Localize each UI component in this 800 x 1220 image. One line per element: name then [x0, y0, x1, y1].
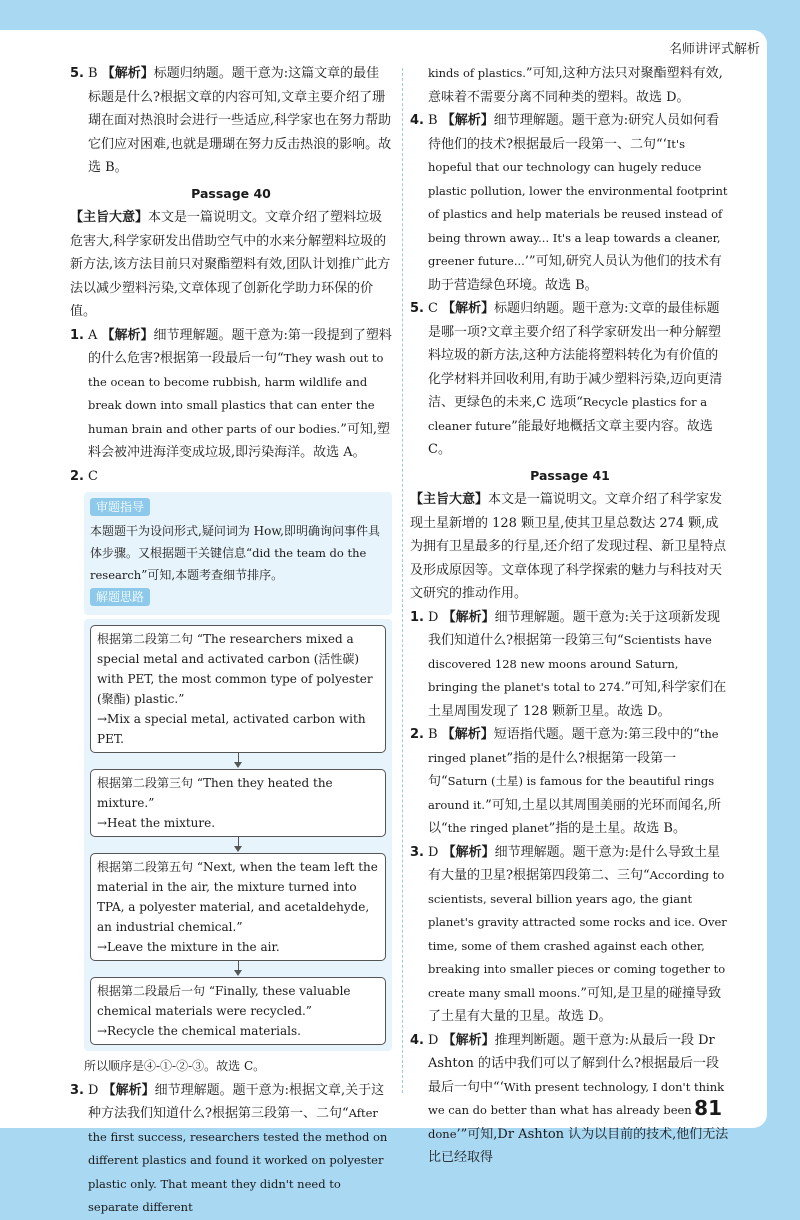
step-source: 根据第二段第三句: [97, 776, 194, 790]
analysis-tag: 【解析】: [102, 1082, 155, 1098]
analysis-text: 细节理解题。题干意为:关于这项新发现我们知道什么?根据第一段第三句“: [428, 609, 720, 648]
analysis-text: 推理判断题。题干意为:从最后一段 Dr Ashton 的话中我们可以了解到什么?根据最后一段最后一句中“‘: [428, 1032, 719, 1095]
left-column: [70, 62, 392, 1220]
flow-step-1: [90, 625, 386, 753]
page-header: 名师讲评式解析: [668, 42, 760, 57]
step-quote: “The researchers mixed a special metal and activated carbon (活性碳) with PET, the most common type of polyester (聚酯) plastic.”: [97, 632, 373, 706]
question-number: 1.: [410, 609, 424, 625]
answer-letter: C: [428, 301, 438, 316]
answer-p40-q4: [410, 109, 730, 297]
quote-text: They wash out to the ocean to become rubbish, harm wildlife and break down into small plastics that can enter the human brain and other parts of our bodies.: [88, 351, 384, 436]
guide-box: [84, 492, 392, 615]
flow-step-3: [90, 853, 386, 961]
guide-title: 审题指导: [90, 498, 150, 516]
analysis-tag: 【解析】: [441, 113, 494, 128]
analysis-text: ”指的是什么?根据第一段第一句“: [428, 750, 677, 789]
flow-step-4: [90, 977, 386, 1045]
answer-letter: B: [428, 113, 438, 128]
main-idea-tag: 【主旨大意】: [70, 210, 149, 225]
quote-text: Recycle plastics for a cleaner future: [428, 395, 708, 433]
answer-p40-q3-continued: [410, 62, 730, 109]
question-number: 3.: [410, 844, 424, 860]
answer-letter: D: [428, 1032, 439, 1048]
main-idea-text: 本文是一篇说明文。文章介绍了科学家发现土星新增的 128 颗卫星,使其卫星总数达 274 颗,成为拥有卫星最多的行星,还介绍了发现过程、新卫星特点及形成原因等。文章体现了科学探索的魅力与科技对天文研究的推动作用。: [410, 492, 727, 601]
answer-letter: D: [428, 609, 439, 625]
analysis-text: ’”可知,Dr Ashton 认为以目前的技术,他们无法比已经取得: [428, 1126, 729, 1165]
answer-letter: C: [88, 468, 98, 484]
analysis-tag: 【解析】: [442, 844, 495, 860]
analysis-text: 标题归纳题。题干意为:这篇文章的最佳标题是什么?根据文章的内容可知,文章主要介绍了珊瑚在面对热浪时会进行一些适应,科学家也在努力帮助它们应对困难,也就是珊瑚在努力反击热浪的影响。故选 B。: [88, 66, 392, 175]
quote-text: did the team do the research: [90, 545, 367, 582]
analysis-text: 细节理解题。题干意为:是什么导致土星有大量的卫星?根据第四段第二、三句“: [428, 844, 720, 883]
answer-p40-q5: [410, 297, 730, 462]
analysis-text: 细节理解题。题干意为:根据文章,关于这种方法我们知道什么?根据第三段第一、二句“: [88, 1082, 385, 1121]
main-idea-text: 本文是一篇说明文。文章介绍了塑料垃圾危害大,科学家研发出借助空气中的水来分解塑料垃圾的新方法,该方法目前只对聚酯塑料有效,团队计划推广此方法以减少塑料污染,文章体现了创新化学助力环保的价值。: [70, 210, 391, 319]
answer-letter: D: [428, 844, 439, 860]
quote-text: the ringed planet: [447, 821, 549, 835]
question-number: 2.: [410, 727, 424, 742]
analysis-text: ”可知,科学家们在土星周围发现了 128 颗新卫星。故选 D。: [428, 680, 727, 719]
question-number: 3.: [70, 1082, 84, 1098]
step-result: →Heat the mixture.: [97, 816, 216, 830]
flow-chart: [84, 619, 392, 1051]
answer-p40-q1: [70, 324, 392, 465]
question-number: 4.: [410, 113, 424, 128]
analysis-tag: 【解析】: [442, 301, 495, 316]
right-column: [410, 62, 730, 1170]
analysis-text: ”指的是土星。故选 B。: [548, 821, 686, 836]
think-title: 解题思路: [90, 588, 150, 606]
analysis-tag: 【解析】: [442, 1032, 495, 1048]
answer-p39-q5: [70, 62, 392, 180]
guide-body: [90, 520, 386, 586]
analysis-text: ’”可知,研究人员认为他们的技术有助于营造绿色环境。故选 B。: [428, 254, 722, 293]
quote-text: the ringed planet: [428, 727, 719, 765]
down-arrow-icon: [90, 837, 386, 853]
answer-p40-q3: [70, 1079, 392, 1220]
page-number: 81: [694, 1096, 722, 1120]
guide-text: 本题题干为设问形式,疑问词为 How,即明确询问事件具体步骤。又根据题干关键信息“: [90, 523, 380, 560]
passage-title: Passage 41: [530, 467, 610, 483]
down-arrow-icon: [90, 753, 386, 769]
answer-p41-q2: [410, 723, 730, 841]
step-result: →Leave the mixture in the air.: [97, 940, 280, 954]
step-quote: “Finally, these valuable chemical materials were recycled.”: [97, 984, 351, 1018]
step-quote: “Next, when the team left the material in the air, the mixture turned into TPA, a polyester material, and acetaldehyde, an industrial chemical.”: [97, 860, 378, 934]
analysis-text: ”可知,塑料会被冲进海洋变成垃圾,即污染海洋。故选 A。: [88, 421, 390, 460]
question-number: 2.: [70, 468, 84, 484]
quote-text: According to scientists, several billion years ago, the giant planet's gravity attracted some rocks and ice. Over time, some of them crashed against each other, breaking into smaller pieces or coming together to create many small moons.: [428, 868, 727, 1000]
step-source: 根据第二段最后一句: [97, 984, 206, 998]
analysis-tag: 【解析】: [101, 66, 154, 81]
quote-text: Saturn (土星) is famous for the beautiful rings around it.: [428, 774, 715, 812]
question-number: 5.: [70, 66, 84, 81]
main-idea-tag: 【主旨大意】: [410, 492, 489, 507]
answer-letter: B: [88, 66, 98, 81]
question-number: 5.: [410, 301, 424, 316]
guide-text: ”可知,本题考查细节排序。: [141, 567, 284, 582]
step-source: 根据第二段第五句: [97, 860, 194, 874]
step-source: 根据第二段第二句: [97, 632, 194, 646]
down-arrow-icon: [90, 961, 386, 977]
analysis-tag: 【解析】: [442, 609, 495, 625]
answer-p41-q3: [410, 841, 730, 1029]
analysis-text: ”可知,这种方法只对聚酯塑料有效,意味着不需要分离不同种类的塑料。故选 D。: [428, 66, 723, 105]
passage-title: Passage 40: [191, 185, 271, 201]
step-quote: “Then they heated the mixture.”: [97, 776, 333, 810]
answer-letter: A: [88, 327, 98, 343]
flow-step-2: [90, 769, 386, 837]
answer-p41-q4: [410, 1029, 730, 1170]
analysis-tag: 【解析】: [101, 327, 154, 343]
analysis-text: 短语指代题。题干意为:第三段中的“: [493, 727, 700, 742]
answer-letter: D: [88, 1082, 99, 1098]
analysis-text: 细节理解题。题干意为:第一段提到了塑料的什么危害?根据第一段最后一句“: [88, 327, 392, 366]
answer-p40-q2: [70, 465, 392, 489]
order-conclusion: 所以顺序是④-①-②-③。故选 C。: [84, 1059, 266, 1073]
answer-letter: B: [428, 727, 438, 742]
analysis-text: ”能最好地概括文章主要内容。故选 C。: [428, 418, 713, 457]
answer-p41-q1: [410, 606, 730, 724]
analysis-text: ”可知,土星以其周围美丽的光环而闻名,所以“: [428, 797, 721, 836]
step-result: →Recycle the chemical materials.: [97, 1024, 301, 1038]
question-number: 1.: [70, 327, 84, 343]
quote-text: With present technology, I don't think we can do better than what has already been done: [428, 1079, 725, 1141]
main-idea: [70, 206, 392, 324]
analysis-tag: 【解析】: [441, 727, 494, 742]
step-result: →Mix a special metal, activated carbon with PET.: [97, 712, 366, 746]
analysis-text: 标题归纳题。题干意为:文章的最佳标题是哪一项?文章主要介绍了科学家研发出一种分解塑料垃圾的新方法,这种方法能将塑料转化为有价值的化学材料并回收利用,有助于减少塑料污染,迈向更清洁、更绿色的未来,C 选项“: [428, 301, 723, 410]
analysis-text: ”可知,是卫星的碰撞导致了土星有大量的卫星。故选 D。: [428, 985, 722, 1024]
analysis-text: 细节理解题。题干意为:研究人员如何看待他们的技术?根据最后一段第一、二句“‘: [428, 113, 720, 152]
quote-text: kinds of plastics.: [428, 66, 526, 80]
main-idea: [410, 488, 730, 606]
quote-text: Scientists have discovered 128 new moons around Saturn, bringing the planet's total to 274.: [428, 633, 712, 694]
column-divider: [402, 68, 403, 1093]
quote-text: After the first success, researchers tested the method on different plastics and found it worked on polyester plastic only. That meant they didn't need to separate different: [88, 1106, 388, 1214]
question-number: 4.: [410, 1032, 424, 1048]
quote-text: It's hopeful that our technology can hugely reduce plastic pollution, lower the environmental footprint of plastics and help materials be reused instead of being thrown away... It's a leap towards a cleaner, greener future...: [428, 136, 728, 268]
